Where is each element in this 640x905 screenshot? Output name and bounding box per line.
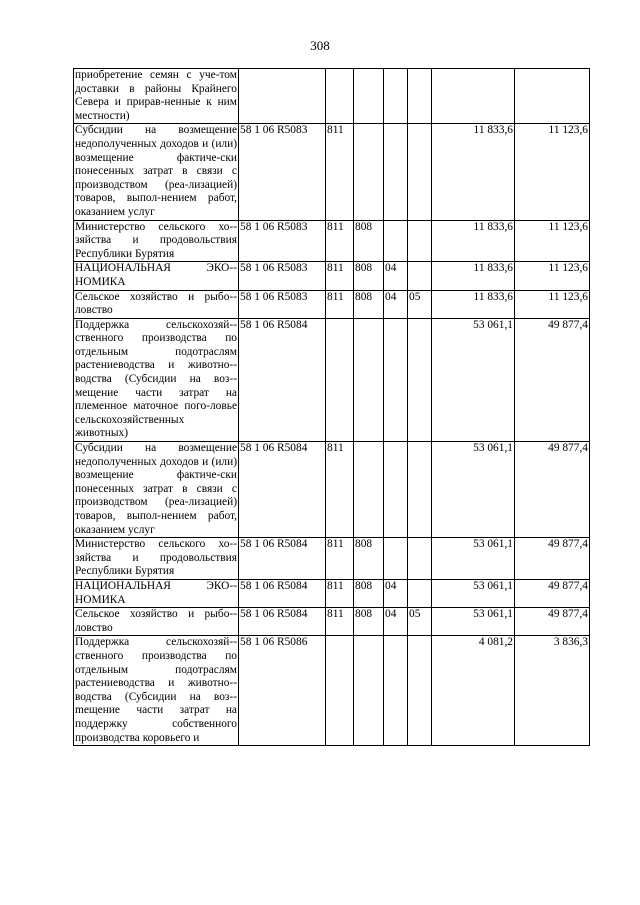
row-sum2-cell: 11 123,6 — [515, 290, 590, 318]
row-extra-cell — [408, 262, 432, 290]
row-section-cell — [354, 69, 384, 124]
row-sum1-cell: 53 061,1 — [432, 442, 515, 538]
row-name-cell: Министерство сельского хо-зяйства и продовольствия Республики Бурятия — [74, 220, 239, 262]
row-section-cell: 808 — [354, 538, 384, 580]
row-name-cell: НАЦИОНАЛЬНАЯ ЭКО-НОМИКА — [74, 579, 239, 607]
row-sum1-cell: 11 833,6 — [432, 262, 515, 290]
row-name-cell: Сельское хозяйство и рыбо-ловство — [74, 290, 239, 318]
row-ministry-cell: 811 — [326, 220, 354, 262]
row-subsection-cell: 04 — [384, 579, 408, 607]
row-section-cell: 808 — [354, 579, 384, 607]
row-sum2-cell: 49 877,4 — [515, 318, 590, 441]
row-code-cell: 58 1 06 R5083 — [239, 290, 326, 318]
row-extra-cell: 05 — [408, 608, 432, 636]
row-name-cell: Сельское хозяйство и рыбо-ловство — [74, 608, 239, 636]
table-row — [74, 220, 590, 262]
row-sum2-cell: 49 877,4 — [515, 538, 590, 580]
row-sum1-cell: 11 833,6 — [432, 220, 515, 262]
row-section-cell: 808 — [354, 608, 384, 636]
table-row — [74, 608, 590, 636]
row-sum1-cell: 53 061,1 — [432, 608, 515, 636]
row-ministry-cell: 811 — [326, 262, 354, 290]
row-extra-cell — [408, 318, 432, 441]
row-name-cell: Субсидии на возмещение недополученных доходов и (или) возмещение фактиче-ски понесенных затрат в связи с производством (реа-лизацией) товаров, выпол-нением работ, оказанием услуг — [74, 124, 239, 220]
row-subsection-cell — [384, 318, 408, 441]
budget-table — [73, 68, 590, 746]
row-extra-cell: 05 — [408, 290, 432, 318]
row-name-cell: Поддержка сельскохозяй-ственного производства по отдельным подотраслям растениеводства и животно-водства (Субсидии на воз-mещение части затрат на поддержку собственного производства коровьего и — [74, 636, 239, 746]
row-section-cell — [354, 442, 384, 538]
row-name-cell: Министерство сельского хо-зяйства и продовольствия Республики Бурятия — [74, 538, 239, 580]
row-ministry-cell: 811 — [326, 442, 354, 538]
row-subsection-cell — [384, 442, 408, 538]
row-name-cell: Субсидии на возмещение недополученных доходов и (или) возмещение фактиче-ски понесенных затрат в связи с производством (реа-лизацией) товаров, выпол-нением работ, оказанием услуг — [74, 442, 239, 538]
row-subsection-cell: 04 — [384, 262, 408, 290]
table-row — [74, 262, 590, 290]
row-subsection-cell — [384, 538, 408, 580]
row-subsection-cell: 04 — [384, 608, 408, 636]
row-ministry-cell — [326, 636, 354, 746]
row-sum2-cell: 49 877,4 — [515, 442, 590, 538]
row-section-cell — [354, 318, 384, 441]
row-sum1-cell: 53 061,1 — [432, 579, 515, 607]
row-ministry-cell — [326, 69, 354, 124]
row-sum2-cell: 11 123,6 — [515, 262, 590, 290]
row-code-cell: 58 1 06 R5086 — [239, 636, 326, 746]
row-code-cell: 58 1 06 R5084 — [239, 538, 326, 580]
row-extra-cell — [408, 579, 432, 607]
row-ministry-cell: 811 — [326, 538, 354, 580]
row-sum2-cell: 3 836,3 — [515, 636, 590, 746]
row-code-cell: 58 1 06 R5084 — [239, 608, 326, 636]
row-subsection-cell — [384, 636, 408, 746]
table-row — [74, 579, 590, 607]
page-number: 308 — [310, 38, 330, 53]
row-sum1-cell: 53 061,1 — [432, 318, 515, 441]
row-section-cell — [354, 636, 384, 746]
row-extra-cell — [408, 69, 432, 124]
row-code-cell: 58 1 06 R5083 — [239, 220, 326, 262]
row-sum1-cell — [432, 69, 515, 124]
row-code-cell: 58 1 06 R5083 — [239, 124, 326, 220]
row-sum1-cell: 11 833,6 — [432, 290, 515, 318]
row-name-cell: Поддержка сельскохозяй-ственного производства по отдельным подотраслям растениеводства и животно-водства (Субсидии на воз-мещение части затрат на племенное маточное пого-ловье сельскохозяйственных животных) — [74, 318, 239, 441]
row-name-cell: НАЦИОНАЛЬНАЯ ЭКО-НОМИКА — [74, 262, 239, 290]
row-name-cell: приобретение семян с уче-том доставки в районы Крайнего Севера и прирав-ненные к ним местности) — [74, 69, 239, 124]
row-ministry-cell: 811 — [326, 608, 354, 636]
table-row — [74, 69, 590, 124]
row-sum2-cell: 11 123,6 — [515, 124, 590, 220]
table-row — [74, 636, 590, 746]
table-row — [74, 124, 590, 220]
row-section-cell — [354, 124, 384, 220]
row-extra-cell — [408, 220, 432, 262]
row-subsection-cell — [384, 220, 408, 262]
row-sum2-cell: 11 123,6 — [515, 220, 590, 262]
row-section-cell: 808 — [354, 220, 384, 262]
table-row — [74, 290, 590, 318]
row-code-cell: 58 1 06 R5083 — [239, 262, 326, 290]
row-ministry-cell: 811 — [326, 124, 354, 220]
row-sum1-cell: 4 081,2 — [432, 636, 515, 746]
row-section-cell: 808 — [354, 290, 384, 318]
row-subsection-cell — [384, 69, 408, 124]
row-sum2-cell: 49 877,4 — [515, 608, 590, 636]
table-row — [74, 538, 590, 580]
row-ministry-cell — [326, 318, 354, 441]
row-subsection-cell: 04 — [384, 290, 408, 318]
row-extra-cell — [408, 442, 432, 538]
table-row — [74, 442, 590, 538]
row-sum2-cell — [515, 69, 590, 124]
row-sum1-cell: 53 061,1 — [432, 538, 515, 580]
row-sum1-cell: 11 833,6 — [432, 124, 515, 220]
row-extra-cell — [408, 124, 432, 220]
row-extra-cell — [408, 538, 432, 580]
table-row — [74, 318, 590, 441]
row-sum2-cell: 49 877,4 — [515, 579, 590, 607]
row-section-cell: 808 — [354, 262, 384, 290]
row-extra-cell — [408, 636, 432, 746]
row-code-cell: 58 1 06 R5084 — [239, 442, 326, 538]
row-code-cell — [239, 69, 326, 124]
row-ministry-cell: 811 — [326, 579, 354, 607]
row-code-cell: 58 1 06 R5084 — [239, 318, 326, 441]
row-ministry-cell: 811 — [326, 290, 354, 318]
row-subsection-cell — [384, 124, 408, 220]
row-code-cell: 58 1 06 R5084 — [239, 579, 326, 607]
